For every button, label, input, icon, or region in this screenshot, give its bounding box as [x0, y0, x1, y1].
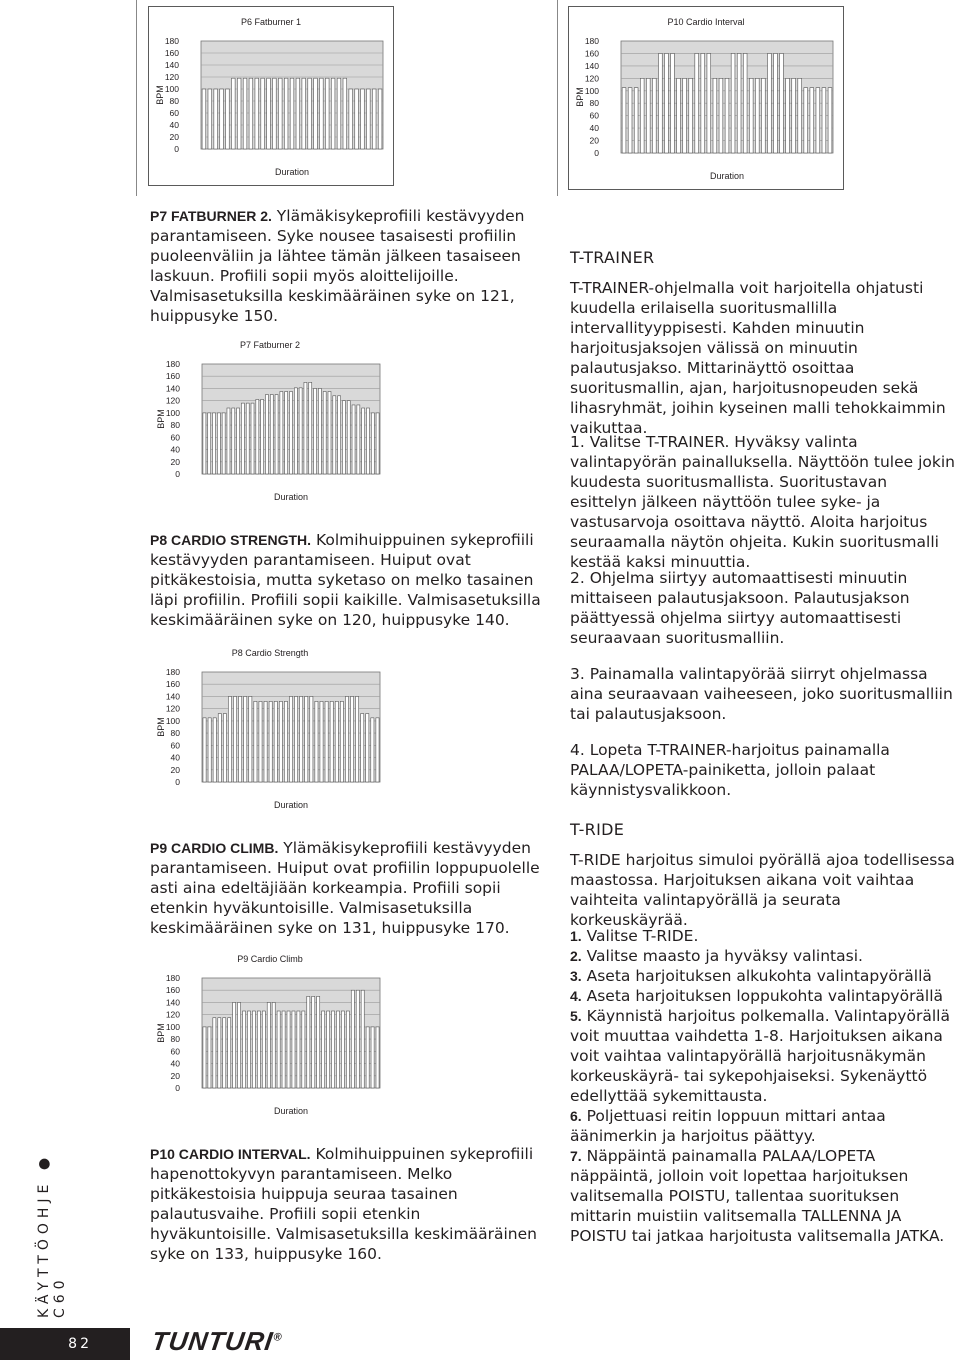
- c8-bar: [345, 696, 348, 782]
- c6-ytick: 80: [169, 96, 179, 106]
- t-ride-step-2: 2. Valitse maasto ja hyväksy valintasi.: [570, 947, 863, 965]
- divider-line-right: [557, 0, 558, 196]
- c9-bar: [346, 1011, 349, 1088]
- t-ride-steps: [570, 926, 958, 1246]
- c6-bar: [226, 89, 230, 149]
- c9-bar: [307, 996, 310, 1088]
- c10-xlabel: Duration: [709, 171, 745, 181]
- c10-bar: [646, 78, 650, 153]
- c8-ytick: 80: [170, 728, 180, 739]
- c6-bar: [284, 78, 288, 149]
- c10-ytick: 180: [584, 36, 599, 46]
- c6-ytick: 0: [174, 144, 179, 154]
- c7-bar: [347, 401, 350, 474]
- c6-bar: [349, 89, 353, 149]
- c8-ylabel: BPM: [156, 717, 166, 737]
- p9-description: [150, 838, 542, 938]
- c8-ytick: 60: [170, 740, 180, 751]
- c9-bar: [233, 1002, 236, 1088]
- c8-bar: [376, 718, 379, 782]
- c10-bar: [816, 88, 820, 153]
- c7-bar: [217, 413, 220, 474]
- c9-xlabel: Duration: [273, 1106, 309, 1116]
- c8-ytick: 120: [165, 703, 180, 714]
- c7-ytick: 120: [165, 395, 180, 406]
- c10-bar: [665, 53, 669, 153]
- chart-p8-cardio-strength: [150, 638, 390, 818]
- c8-bar: [269, 701, 272, 782]
- c10-ytick: 40: [589, 123, 599, 134]
- c8-bar: [295, 696, 298, 782]
- chart-p9-cardio-climb: [150, 944, 390, 1124]
- c8-bar: [340, 701, 343, 782]
- c10-ytick: 160: [584, 48, 599, 59]
- c9-bar: [282, 1011, 285, 1088]
- c6-bar: [343, 78, 347, 149]
- c6-bar: [278, 78, 282, 149]
- c6-xlabel: Duration: [274, 167, 310, 177]
- c6-bar: [337, 78, 341, 149]
- p7-body: Ylämäkisykeprofiili kestävyyden parantamiseen. Syke nousee tasaisesti profiilin puoleenväliin ja lähtee tämän jälkeen tasaiseen laskuun. Profiili sopii myös aloittelijoille. Valmisasetuksilla keskimääräinen syke on 121, huippusyke 150.: [150, 207, 525, 325]
- c9-bar: [213, 1018, 216, 1088]
- c7-bar: [304, 382, 307, 474]
- c9-bar: [327, 1011, 330, 1088]
- c9-bar: [376, 1027, 379, 1088]
- c7-bar: [265, 395, 268, 474]
- c7-bar: [227, 408, 230, 474]
- t-ride-step-5: 5. Käynnistä harjoitus polkemalla. Valintapyörällä voit muuttaa vaihdetta 1-8. Harjoituksen aikana voit vaihtaa valintapyörällä harjoitusnäkymän korkeuskäyrä- tai sykepohjaiseksi. Sykenäyttö edellyttää sykemittausta.: [570, 1007, 950, 1105]
- c10-bar: [804, 88, 808, 153]
- c9-bar: [312, 996, 315, 1088]
- c8-bar: [213, 718, 216, 782]
- c10-bar: [731, 53, 735, 153]
- c6-bar: [273, 78, 277, 149]
- c7-bar: [290, 392, 293, 475]
- c9-bar: [341, 1011, 344, 1088]
- c10-ylabel: BPM: [575, 87, 585, 107]
- c6-ytick: 160: [164, 48, 179, 58]
- c10-bar: [677, 78, 681, 153]
- c10-bar: [749, 78, 753, 153]
- c7-bar: [280, 392, 283, 475]
- c8-xlabel: Duration: [273, 800, 309, 810]
- c10-bar: [810, 88, 814, 153]
- c10-bar: [689, 78, 693, 153]
- c8-bar: [335, 701, 338, 782]
- t-trainer-step-2: 2. Ohjelma siirtyy automaattisesti minuutin mittaiseen palautusjaksoon. Palautusjakson päättyessä ohjelma siirtyy automaattisesti seuraavaan suoritusmalliin.: [570, 569, 910, 647]
- c7-ytick: 0: [175, 469, 180, 479]
- t-trainer-step-3: 3. Painamalla valintapyörää siirryt ohjelmassa aina seuraavaan vaiheeseen, joko suoritusmalliin tai palautusjaksoon.: [570, 665, 953, 723]
- c7-bar: [342, 401, 345, 474]
- c7-ytick: 80: [170, 420, 180, 431]
- c6-bar: [255, 78, 259, 149]
- c9-ytick: 180: [165, 973, 180, 983]
- t-ride-step-7: 7. Näppäintä painamalla PALAA/LOPETA näppäintä, jolloin voit lopettaa harjoituksen valitsemalla POISTU, tallentaa suorituksen mittarin muistiin valitsemalla TALLENNA JA POISTU tai jatkaa harjoitusta valitsemalla JATKA.: [570, 1147, 945, 1245]
- c8-ytick: 20: [170, 764, 180, 775]
- c7-bar: [222, 413, 225, 474]
- c10-bar: [780, 53, 784, 153]
- c9-bar: [228, 1018, 231, 1088]
- t-trainer-heading: T-TRAINER: [570, 248, 655, 267]
- c7-bar: [203, 413, 206, 474]
- c6-bar: [314, 78, 318, 149]
- c9-ytick: 140: [165, 997, 180, 1008]
- c9-ytick: 120: [165, 1009, 180, 1020]
- c9-bar: [208, 1027, 211, 1088]
- c9-bar: [203, 1027, 206, 1088]
- c10-bar: [792, 78, 796, 153]
- c7-bar: [275, 395, 278, 474]
- c9-ytick: 80: [170, 1034, 180, 1045]
- c6-ytick: 100: [164, 84, 179, 94]
- c8-bar: [284, 701, 287, 782]
- c7-ytick: 40: [170, 444, 180, 455]
- c6-bar: [296, 78, 300, 149]
- c9-bar: [252, 1011, 255, 1088]
- p7-description: [150, 206, 542, 326]
- c9-bar: [218, 1018, 221, 1088]
- c10-bar: [786, 78, 790, 153]
- t-ride-step-1: 1. Valitse T-RIDE.: [570, 927, 699, 945]
- c8-bar: [330, 701, 333, 782]
- c9-ytick: 60: [170, 1046, 180, 1057]
- c8-bar: [350, 696, 353, 782]
- c10-bar: [640, 78, 644, 153]
- c7-bar: [338, 396, 341, 474]
- c6-title: P6 Fatburner 1: [240, 17, 302, 27]
- c7-bar: [376, 413, 379, 474]
- c10-bar: [755, 78, 759, 153]
- c6-bar: [378, 89, 382, 149]
- c8-bar: [315, 701, 318, 782]
- c6-bar: [331, 78, 335, 149]
- page-number: 82: [68, 1336, 92, 1352]
- c9-bar: [267, 1002, 270, 1088]
- c9-bar: [322, 1011, 325, 1088]
- p8-body: Kolmihuippuinen sykeprofiili kestävyyden parantamiseen. Huiput ovat pitkäkestoisia, mutta syketaso on melko tasainen läpi profiilin. Profiili sopii kaikille. Valmisasetuksilla keskimääräinen syke on 120, huippusyke 140.: [150, 531, 541, 629]
- c8-bar: [223, 714, 226, 782]
- c10-bar: [768, 53, 772, 153]
- c7-bar: [270, 395, 273, 474]
- c9-bar: [371, 1027, 374, 1088]
- c7-bar: [314, 388, 317, 474]
- c6-ytick: 180: [164, 36, 179, 46]
- c6-bar: [249, 78, 253, 149]
- c7-ylabel: BPM: [156, 409, 166, 429]
- c7-bar: [318, 388, 321, 474]
- c9-bar: [366, 1027, 369, 1088]
- c10-bar: [719, 78, 723, 153]
- c6-ytick: 40: [169, 120, 179, 130]
- c10-ytick: 140: [584, 60, 599, 71]
- c8-bar: [279, 701, 282, 782]
- c8-bar: [366, 714, 369, 782]
- page-number-box: [0, 1328, 130, 1360]
- c10-ytick: 80: [589, 98, 599, 109]
- p10-description: [150, 1144, 542, 1264]
- c6-bar: [320, 78, 324, 149]
- c9-bar: [247, 1011, 250, 1088]
- c8-svg: [150, 638, 390, 818]
- c9-ytick: 40: [170, 1058, 180, 1069]
- c8-bar: [289, 696, 292, 782]
- c8-bar: [356, 696, 359, 782]
- c8-bar: [371, 718, 374, 782]
- p9-body: Ylämäkisykeprofiili kestävyyden parantamiseen. Huiput ovat profiilin loppupuolelle asti aina edeltäjiään korkeampia. Profiili sopii etenkin hyväkuntoisille. Valmisasetuksilla keskimääräinen syke on 131, huippusyke 170.: [150, 839, 540, 937]
- c7-bar: [333, 396, 336, 474]
- c8-ytick: 160: [165, 679, 180, 690]
- c7-bar: [285, 392, 288, 475]
- c10-bar: [822, 88, 826, 153]
- c10-ytick: 20: [589, 135, 599, 146]
- c9-ytick: 20: [170, 1070, 180, 1081]
- c10-ytick: 0: [594, 148, 599, 158]
- p8-name: P8 CARDIO STRENGTH.: [150, 532, 312, 548]
- c8-ytick: 180: [165, 667, 180, 677]
- c10-bar: [774, 53, 778, 153]
- tunturi-logo: TUNTURI®: [149, 1326, 284, 1356]
- c6-bar: [267, 78, 271, 149]
- c10-bar: [683, 78, 687, 153]
- c10-bar: [725, 78, 729, 153]
- c9-bar: [331, 1011, 334, 1088]
- c6-ytick: 20: [169, 132, 179, 142]
- c7-bar: [208, 413, 211, 474]
- c10-bar: [713, 78, 717, 153]
- c6-bar: [367, 89, 371, 149]
- c6-bar: [231, 78, 235, 149]
- c6-bar: [208, 89, 212, 149]
- divider-line-left: [136, 0, 137, 196]
- c10-bar: [743, 53, 747, 153]
- t-ride-step-4: 4. Aseta harjoituksen loppukohta valintapyörällä: [570, 987, 944, 1005]
- c6-bar: [243, 78, 247, 149]
- c6-bar: [214, 89, 218, 149]
- c6-ytick: 140: [164, 60, 179, 70]
- c9-ytick: 100: [165, 1021, 180, 1032]
- c8-bar: [305, 696, 308, 782]
- c7-bar: [213, 413, 216, 474]
- c7-ytick: 60: [170, 432, 180, 443]
- c6-bar: [361, 89, 365, 149]
- c6-bar: [261, 78, 265, 149]
- c10-title: P10 Cardio Interval: [667, 17, 745, 27]
- c9-bar: [317, 996, 320, 1088]
- c7-bar: [366, 408, 369, 474]
- c10-bar: [761, 78, 765, 153]
- c7-ytick: 20: [170, 456, 180, 467]
- c6-bar: [302, 78, 306, 149]
- t-ride-step-3: 3. Aseta harjoituksen alkukohta valintapyörällä: [570, 967, 932, 985]
- p10-body: Kolmihuippuinen sykeprofiili hapenottokyvyn parantamiseen. Melko pitkäkestoisia huippuja seuraa tasainen palautusvaihe. Profiili sopii etenkin hyväkuntoisille. Valmisasetuksilla keskimääräinen syke on 133, huippusyke 160.: [150, 1145, 537, 1263]
- c6-bar: [372, 89, 376, 149]
- c7-svg: [150, 330, 390, 510]
- c9-bar: [272, 1002, 275, 1088]
- c9-bar: [292, 1011, 295, 1088]
- c6-ytick: 120: [164, 72, 179, 82]
- c7-bar: [246, 403, 249, 474]
- c8-bar: [208, 718, 211, 782]
- c8-bar: [300, 696, 303, 782]
- c8-bar: [264, 701, 267, 782]
- c6-bar: [202, 89, 206, 149]
- c7-bar: [294, 388, 297, 474]
- c9-bar: [336, 1011, 339, 1088]
- c8-ytick: 0: [175, 777, 180, 787]
- c7-bar: [362, 408, 365, 474]
- c8-ytick: 100: [165, 715, 180, 726]
- c9-ytick: 160: [165, 985, 180, 996]
- c6-bar: [220, 89, 224, 149]
- c9-bar: [356, 990, 359, 1088]
- c9-bar: [302, 1011, 305, 1088]
- c8-ytick: 140: [165, 691, 180, 702]
- c7-ytick: 160: [165, 371, 180, 382]
- c7-bar: [323, 392, 326, 475]
- c7-ytick: 100: [165, 407, 180, 418]
- c8-bar: [203, 718, 206, 782]
- c7-bar: [232, 408, 235, 474]
- c8-bar: [244, 696, 247, 782]
- p10-name: P10 CARDIO INTERVAL.: [150, 1146, 311, 1162]
- side-label: KÄYTTÖOHJE ● C60: [36, 1152, 68, 1318]
- c10-bar: [622, 88, 626, 153]
- c10-bar: [828, 88, 832, 153]
- c9-bar: [277, 1011, 280, 1088]
- chart-p7-fatburner-2: [150, 330, 390, 510]
- c6-bar: [308, 78, 312, 149]
- c8-bar: [249, 696, 252, 782]
- c7-bar: [251, 403, 254, 474]
- c10-bar: [798, 78, 802, 153]
- c7-xlabel: Duration: [273, 492, 309, 502]
- t-ride-step-6: 6. Poljettuasi reitin loppuun mittari antaa äänimerkin ja harjoitus päättyy.: [570, 1107, 886, 1145]
- c9-ytick: 0: [175, 1083, 180, 1093]
- t-trainer-step-4: 4. Lopeta T-TRAINER-harjoitus painamalla PALAA/LOPETA-painiketta, jolloin palaat käynnistysvalikkoon.: [570, 741, 890, 799]
- c10-bar: [634, 88, 638, 153]
- p7-name: P7 FATBURNER 2.: [150, 208, 272, 224]
- c7-bar: [237, 408, 240, 474]
- c8-bar: [325, 701, 328, 782]
- c8-bar: [310, 696, 313, 782]
- c10-bar: [695, 53, 699, 153]
- c10-bar: [737, 53, 741, 153]
- c10-ytick: 60: [589, 110, 599, 121]
- c8-bar: [233, 696, 236, 782]
- chart-p10-cardio-interval: [568, 6, 844, 190]
- c6-bar: [237, 78, 241, 149]
- c7-bar: [309, 382, 312, 474]
- c9-bar: [223, 1018, 226, 1088]
- c9-bar: [238, 1002, 241, 1088]
- c7-bar: [357, 405, 360, 474]
- chart-p6-fatburner-1: [148, 6, 394, 186]
- c8-bar: [320, 701, 323, 782]
- c10-svg: [569, 7, 843, 189]
- t-ride-heading: T-RIDE: [570, 820, 625, 839]
- c10-bar: [628, 88, 632, 153]
- c10-bar: [707, 53, 711, 153]
- c9-bar: [287, 1011, 290, 1088]
- c6-ytick: 60: [169, 108, 179, 118]
- c7-title: P7 Fatburner 2: [239, 340, 301, 350]
- c8-bar: [218, 714, 221, 782]
- c10-ytick: 100: [584, 85, 599, 96]
- c7-bar: [299, 388, 302, 474]
- c9-bar: [257, 1011, 260, 1088]
- c10-bar: [658, 53, 662, 153]
- c8-bar: [361, 714, 364, 782]
- c7-bar: [241, 403, 244, 474]
- c6-bar: [355, 89, 359, 149]
- c9-bar: [351, 990, 354, 1088]
- c8-bar: [254, 701, 257, 782]
- t-trainer-step-1: 1. Valitse T-TRAINER. Hyväksy valinta valintapyörän painalluksella. Näyttöön tulee jokin kuudesta suoritusmallista. Suoritustavan esittelyn jälkeen näyttöön tulee syke- ja vastusarvoja osoittava näyttö. Aloita harjoitus seuraamalla näytön ohjeita. Kukin suoritusmalli kestää kaksi minuuttia.: [570, 433, 955, 571]
- c10-bar: [671, 53, 675, 153]
- c7-bar: [261, 399, 264, 474]
- c8-bar: [239, 696, 242, 782]
- c8-bar: [228, 696, 231, 782]
- c8-bar: [259, 701, 262, 782]
- c9-ylabel: BPM: [156, 1023, 166, 1043]
- c6-bar: [325, 78, 329, 149]
- c9-title: P9 Cardio Climb: [237, 954, 303, 964]
- c7-bar: [352, 405, 355, 474]
- p8-description: [150, 530, 542, 630]
- c7-ytick: 180: [165, 359, 180, 369]
- c9-bar: [242, 1011, 245, 1088]
- c6-bar: [290, 78, 294, 149]
- c7-ytick: 140: [165, 383, 180, 394]
- t-ride-intro: T-RIDE harjoitus simuloi pyörällä ajoa todellisessa maastossa. Harjoituksen aikana voit vaihtaa vaihteita valintapyörällä ja seurata korkeuskäyrää.: [570, 851, 955, 929]
- c8-bar: [274, 701, 277, 782]
- c6-svg: [149, 7, 393, 185]
- c8-title: P8 Cardio Strength: [231, 648, 309, 658]
- c9-bar: [361, 990, 364, 1088]
- c10-ytick: 120: [584, 73, 599, 84]
- p9-name: P9 CARDIO CLIMB.: [150, 840, 279, 856]
- c7-bar: [256, 399, 259, 474]
- c7-bar: [328, 392, 331, 475]
- c10-bar: [652, 78, 656, 153]
- c10-bar: [701, 53, 705, 153]
- c7-bar: [371, 413, 374, 474]
- c9-bar: [262, 1011, 265, 1088]
- c8-ytick: 40: [170, 752, 180, 763]
- c6-ylabel: BPM: [155, 85, 165, 105]
- c9-bar: [297, 1011, 300, 1088]
- t-trainer-intro: T-TRAINER-ohjelmalla voit harjoitella ohjatusti kuudella erilaisella suoritusmallilla intervallityyppisesti. Kahden minuutin harjoitusjaksojen välissä on minuutin palautusjakso. Mittarinäyttö osoittaa suoritusmallin, ajan, harjoitusnopeuden sekä lihasryhmät, joihin kyseinen malli tehokkaimmin vaikuttaa.: [570, 279, 946, 437]
- c9-svg: [150, 944, 390, 1124]
